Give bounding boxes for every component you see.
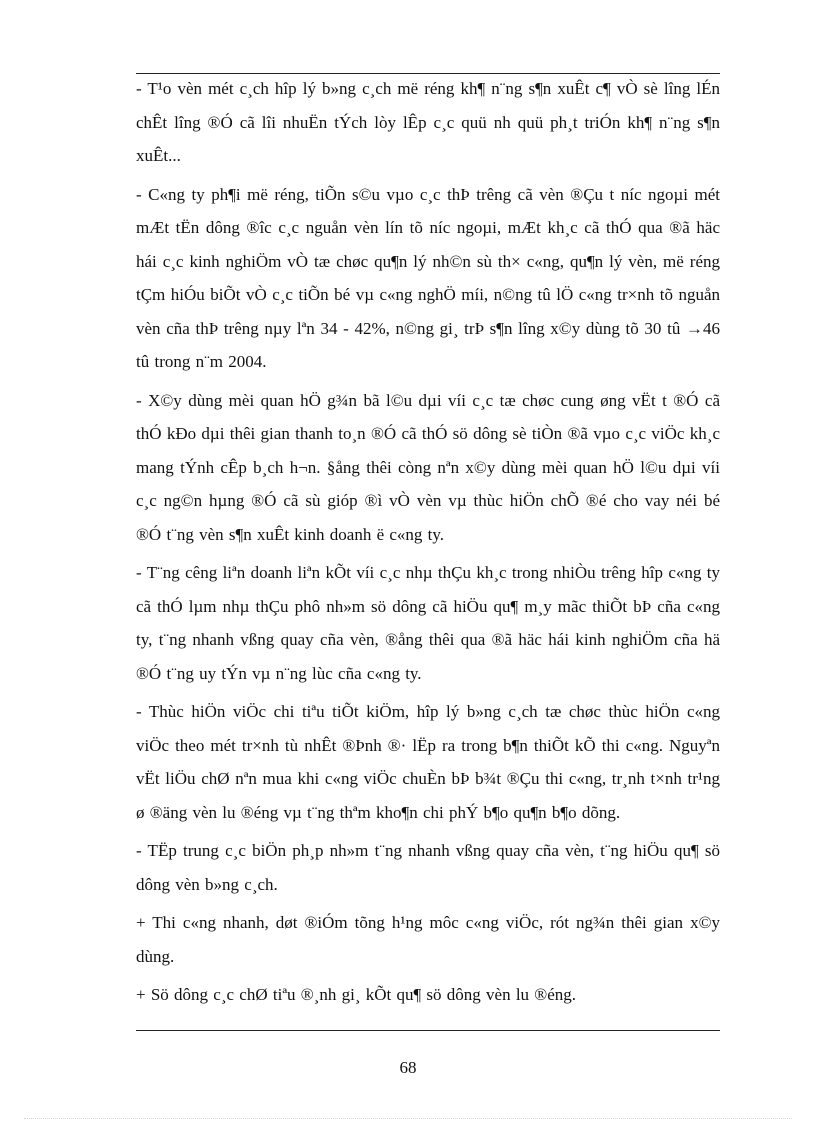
page-edge-divider [24,1118,792,1119]
paragraph-capital-expansion: - T¹o vèn mét c¸ch hîp lý b»ng c¸ch më réng kh¶ n¨ng s¶n xuÊt c¶ vÒ sè lîng lÉn chÊt lîng ®Ó cã lîi nhuËn tÝch lòy lÊp c¸c quü nh quü ph¸t triÓn kh¶ n¨ng s¶n xuÊt... [136,79,720,165]
paragraph-market-expansion: - C«ng ty ph¶i më réng, tiÕn s©u vµo c¸c thÞ trêng cã vèn ®Çu t níc ngoµi mét mÆt tËn dông ®îc c¸c nguån vèn lín tõ níc ngoµi, mÆt kh¸c cã thÓ qua ®ã häc hái c¸c kinh nghiÖm vÒ tæ chøc qu¶n lý nh©n sù th× c«ng, qu¶n lý vèn, më réng tÇm hiÓu biÕt vÒ c¸c tiÕn bé vµ c«ng nghÖ míi, n©ng tû lÖ c«ng tr×nh tõ nguån vèn cña thÞ trêng nµy lªn 34 - 42%, n©ng gi¸ trÞ s¶n lîng x©y dùng tõ 30 tû →46 tû trong n¨m 2004. [136,184,720,371]
document-body [136,72,720,1017]
page-number: 68 [399,1058,417,1077]
paragraph-capital-turnover: - TËp trung c¸c biÖn ph¸p nh»m t¨ng nhanh vßng quay cña vèn, t¨ng hiÖu qu¶ sö dông vèn b»ng c¸ch. [136,841,720,894]
footer-rule [136,1030,720,1031]
paragraph-cost-saving: - Thùc hiÖn viÖc chi tiªu tiÕt kiÖm, hîp lý b»ng c¸ch tæ chøc thùc hiÖn c«ng viÖc theo mét tr×nh tù nhÊt ®Þnh ®· lËp ra trong b¶n thiÕt kÕ thi c«ng. Nguyªn vËt liÖu chØ nªn mua khi c«ng viÖc chuÈn bÞ b¾t ®Çu thi c«ng, tr¸nh t×nh tr¹ng ø ®äng vèn lu ®éng vµ t¨ng thªm kho¶n chi phÝ b¶o qu¶n b¶o dõng. [136,702,720,822]
list-item-fast-construction: + Thi c«ng nhanh, døt ®iÓm tõng h¹ng môc c«ng viÖc, rót ng¾n thêi gian x©y dùng. [136,913,720,966]
paragraph-supplier-relations: - X©y dùng mèi quan hÖ g¾n bã l©u dµi víi c¸c tæ chøc cung øng vËt t ®Ó cã thÓ kÐo dµi thêi gian thanh to¸n ®Ó cã thÓ sö dông sè tiÒn ®ã vµo c¸c viÖc kh¸c mang tÝnh cÊp b¸ch h¬n. §ång thêi còng nªn x©y dùng mèi quan hÖ l©u dµi víi c¸c ng©n hµng ®Ó cã sù gióp ®ì vÒ vèn vµ thùc hiÖn chÕ ®é cho vay néi bé ®Ó t¨ng vèn s¶n xuÊt kinh doanh ë c«ng ty. [136,390,720,544]
list-item-evaluation-indicators: + Sö dông c¸c chØ tiªu ®¸nh gi¸ kÕt qu¶ sö dông vèn lu ®éng. [136,985,577,1004]
paragraph-joint-venture: - T¨ng cêng liªn doanh liªn kÕt víi c¸c nhµ thÇu kh¸c trong nhiÒu trêng hîp c«ng ty cã thÓ lµm nhµ thÇu phô nh»m sö dông cã hiÖu qu¶ m¸y mãc thiÕt bÞ cña c«ng ty, t¨ng nhanh vßng quay cña vèn, ®ång thêi qua ®ã häc hái kinh nghiÖm cña hä ®Ó t¨ng uy tÝn vµ n¨ng lùc cña c«ng ty. [136,563,720,683]
